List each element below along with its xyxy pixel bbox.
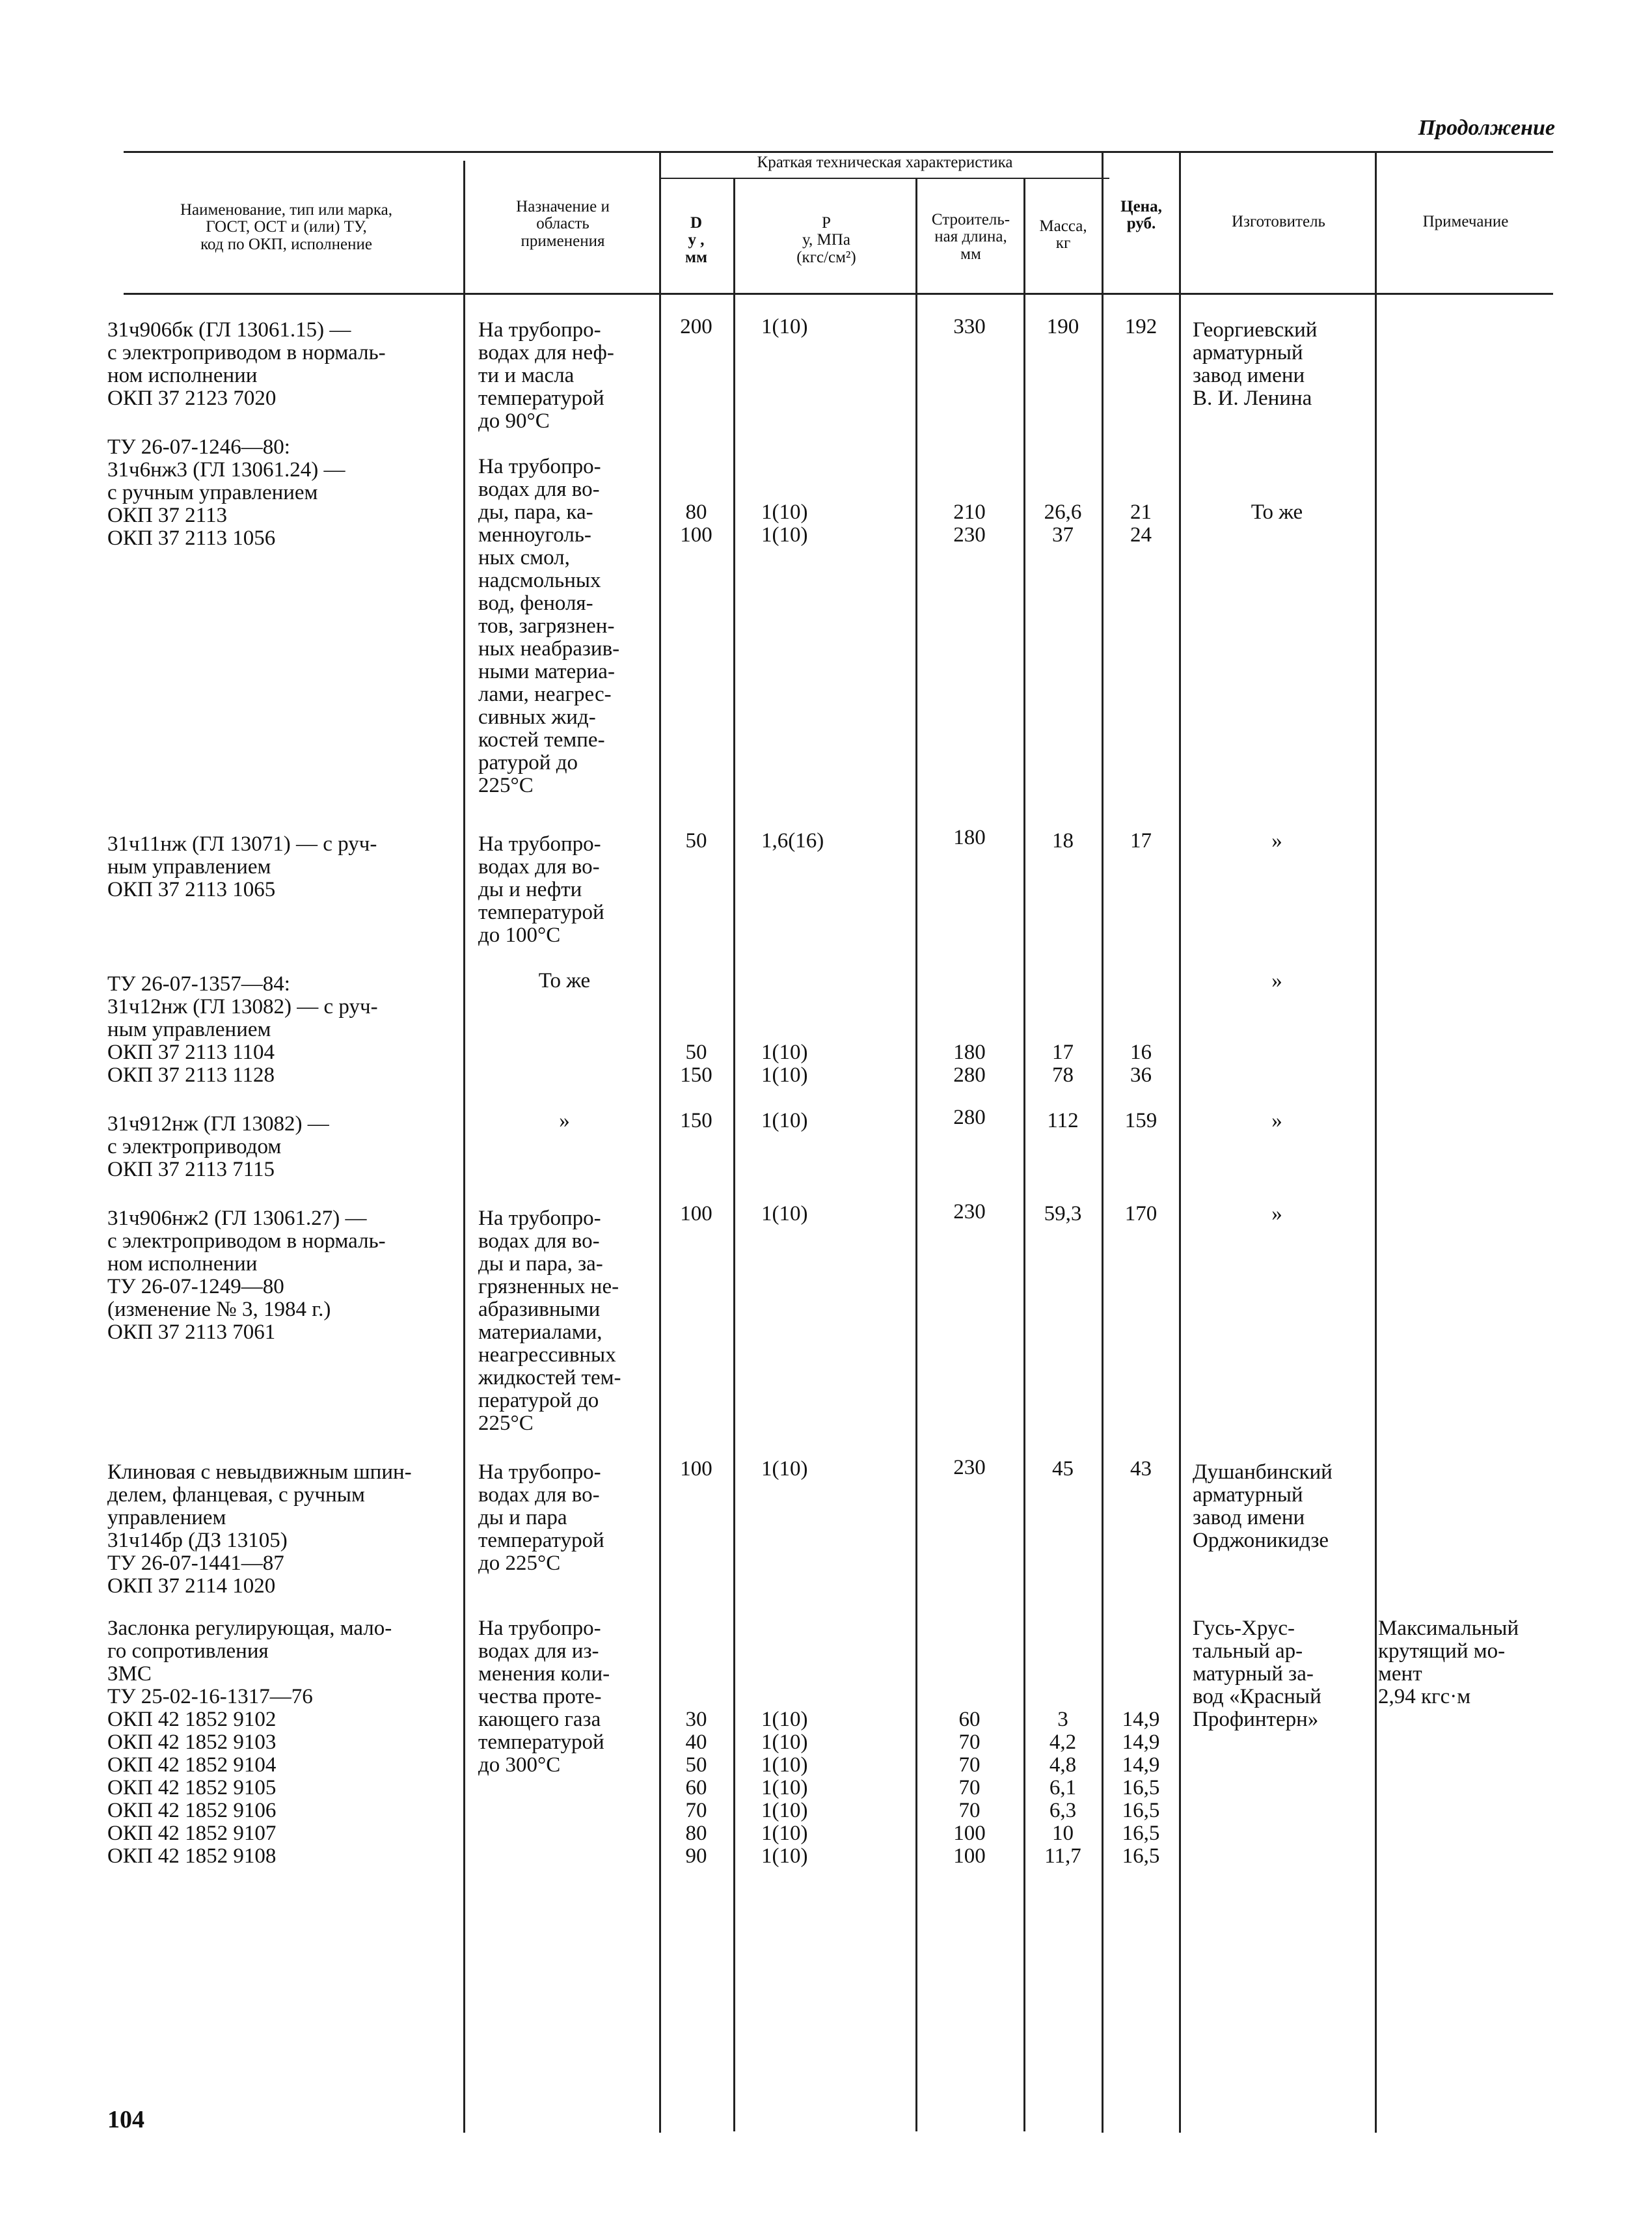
row-name: 31ч11нж (ГЛ 13071) — с руч- ным управлением ОКП 37 2113 1065	[107, 832, 377, 901]
row-du: 50 150	[680, 1041, 712, 1087]
row-length: 60 70 70 70 70 100 100	[953, 1708, 986, 1868]
row-mass: 26,6 37	[1044, 500, 1082, 547]
row-du: 30 40 50 60 70 80 90	[685, 1708, 707, 1868]
row-length: 330	[953, 315, 986, 338]
row-purpose: На трубопро- водах для во- ды, пара, ка- менноуголь- ных смол, надсмольных вод, феноля- тов, загрязнен- ных неабразив- ными материа- лами, неагрес- сивных жид- костей темпе- ратурой до 225°С	[478, 455, 620, 797]
row-py: 1,6(16)	[761, 829, 824, 853]
continued-label: Продолжение	[1418, 116, 1555, 140]
row-py: 1(10)	[761, 1202, 808, 1225]
row-du: 100	[680, 1457, 712, 1481]
row-purpose: На трубопро- водах для во- ды и нефти температурой до 100°С	[478, 832, 604, 947]
row-name: ТУ 26-07-1246—80: 31ч6нж3 (ГЛ 13061.24) — с ручным управлением ОКП 37 2113 ОКП 37 2113 1056	[107, 435, 345, 550]
header-length: Строитель- ная длина, мм	[931, 211, 1010, 263]
row-mass: 190	[1046, 315, 1079, 338]
row-length: 180 280	[953, 1041, 986, 1087]
row-py: 1(10)	[761, 1109, 808, 1132]
row-du: 80 100	[680, 500, 712, 547]
row-mass: 112	[1047, 1109, 1079, 1132]
row-mass: 59,3	[1044, 1202, 1082, 1225]
row-price: 192	[1124, 315, 1158, 338]
row-maker: То же	[1251, 500, 1303, 524]
row-du: 100	[680, 1202, 712, 1225]
row-du: 200	[680, 315, 712, 338]
row-purpose: На трубопро- водах для во- ды и пара температурой до 225°С	[478, 1460, 604, 1575]
row-purpose: На трубопро- водах для из- менения коли- чества проте- кающего газа температурой до 300°С	[478, 1617, 610, 1777]
row-length: 210 230	[953, 500, 986, 547]
page-number: 104	[107, 2106, 144, 2133]
header-maker: Изготовитель	[1232, 213, 1325, 230]
row-py: 1(10) 1(10)	[761, 500, 808, 547]
row-du: 50	[685, 829, 707, 853]
row-maker: »	[1271, 829, 1282, 853]
header-note: Примечание	[1422, 213, 1509, 230]
header-purpose: Назначение и область применения	[516, 198, 610, 250]
row-name: 31ч906нж2 (ГЛ 13061.27) — с электроприводом в нормаль- ном исполнении ТУ 26-07-1249—80 (изменение № 3, 1984 г.) ОКП 37 2113 7061	[107, 1207, 386, 1344]
row-price: 21 24	[1130, 500, 1152, 547]
row-length: 280	[953, 1106, 986, 1129]
row-purpose: На трубопро- водах для неф- ти и масла температурой до 90°С	[478, 318, 614, 433]
row-note: Максимальный крутящий мо- мент 2,94 кгс·м	[1378, 1617, 1519, 1708]
row-purpose: »	[559, 1109, 570, 1132]
row-maker: »	[1271, 1202, 1282, 1225]
row-name: 31ч912нж (ГЛ 13082) — с электроприводом ОКП 37 2113 7115	[107, 1112, 329, 1181]
row-mass: 18	[1052, 829, 1074, 853]
row-price: 43	[1130, 1457, 1152, 1481]
row-maker: »	[1271, 969, 1282, 992]
row-maker: Гусь-Хрус- тальный ар- матурный за- вод «Красный Профинтерн»	[1193, 1617, 1321, 1731]
header-du: D у , мм	[684, 214, 708, 266]
header-py: P у, МПа (кгс/см²)	[796, 214, 856, 266]
row-name: Заслонка регулирующая, мало- го сопротивления ЗМС ТУ 25-02-16-1317—76 ОКП 42 1852 9102 ОКП 42 1852 9103 ОКП 42 1852 9104 ОКП 42 1852 9105 ОКП 42 1852 9106 ОКП 42 1852 9107 ОКП 42 1852 9108	[107, 1617, 392, 1868]
row-mass: 17 78	[1052, 1041, 1074, 1087]
row-name: Клиновая с невыдвижным шпин- делем, фланцевая, с ручным управлением 31ч14бр (ДЗ 13105) ТУ 26-07-1441—87 ОКП 37 2114 1020	[107, 1460, 412, 1598]
header-price: Цена, руб.	[1120, 198, 1162, 233]
row-py: 1(10)	[761, 315, 808, 338]
row-maker: »	[1271, 1109, 1282, 1132]
header-name: Наименование, тип или марка, ГОСТ, ОСТ и (или) ТУ, код по ОКП, исполнение	[180, 201, 393, 253]
row-py: 1(10) 1(10) 1(10) 1(10) 1(10) 1(10) 1(10)	[761, 1708, 808, 1868]
row-maker: Душанбинский арматурный завод имени Орджоникидзе	[1193, 1460, 1333, 1552]
header-mass: Масса, кг	[1039, 217, 1087, 253]
row-name: 31ч906бк (ГЛ 13061.15) — с электроприводом в нормаль- ном исполнении ОКП 37 2123 7020	[107, 318, 386, 410]
row-length: 180	[953, 826, 986, 849]
row-purpose: То же	[538, 969, 591, 992]
row-purpose: На трубопро- водах для во- ды и пара, за- грязненных не- абразивными материалами, неагрессивных жидкостей тем- пературой до 225°С	[478, 1207, 621, 1435]
row-length: 230	[953, 1456, 986, 1479]
row-price: 170	[1124, 1202, 1158, 1225]
row-price: 17	[1130, 829, 1152, 853]
row-name: ТУ 26-07-1357—84: 31ч12нж (ГЛ 13082) — с руч- ным управлением ОКП 37 2113 1104 ОКП 37 2113 1128	[107, 972, 378, 1087]
header-characteristics: Краткая техническая характеристика	[757, 154, 1013, 171]
row-price: 16 36	[1130, 1041, 1152, 1087]
row-price: 14,9 14,9 14,9 16,5 16,5 16,5 16,5	[1122, 1708, 1160, 1868]
row-du: 150	[680, 1109, 712, 1132]
row-mass: 3 4,2 4,8 6,1 6,3 10 11,7	[1044, 1708, 1081, 1868]
row-mass: 45	[1052, 1457, 1074, 1481]
row-py: 1(10)	[761, 1457, 808, 1481]
row-py: 1(10) 1(10)	[761, 1041, 808, 1087]
row-length: 230	[953, 1200, 986, 1224]
row-price: 159	[1124, 1109, 1158, 1132]
row-maker: Георгиевский арматурный завод имени В. И. Ленина	[1193, 318, 1318, 410]
